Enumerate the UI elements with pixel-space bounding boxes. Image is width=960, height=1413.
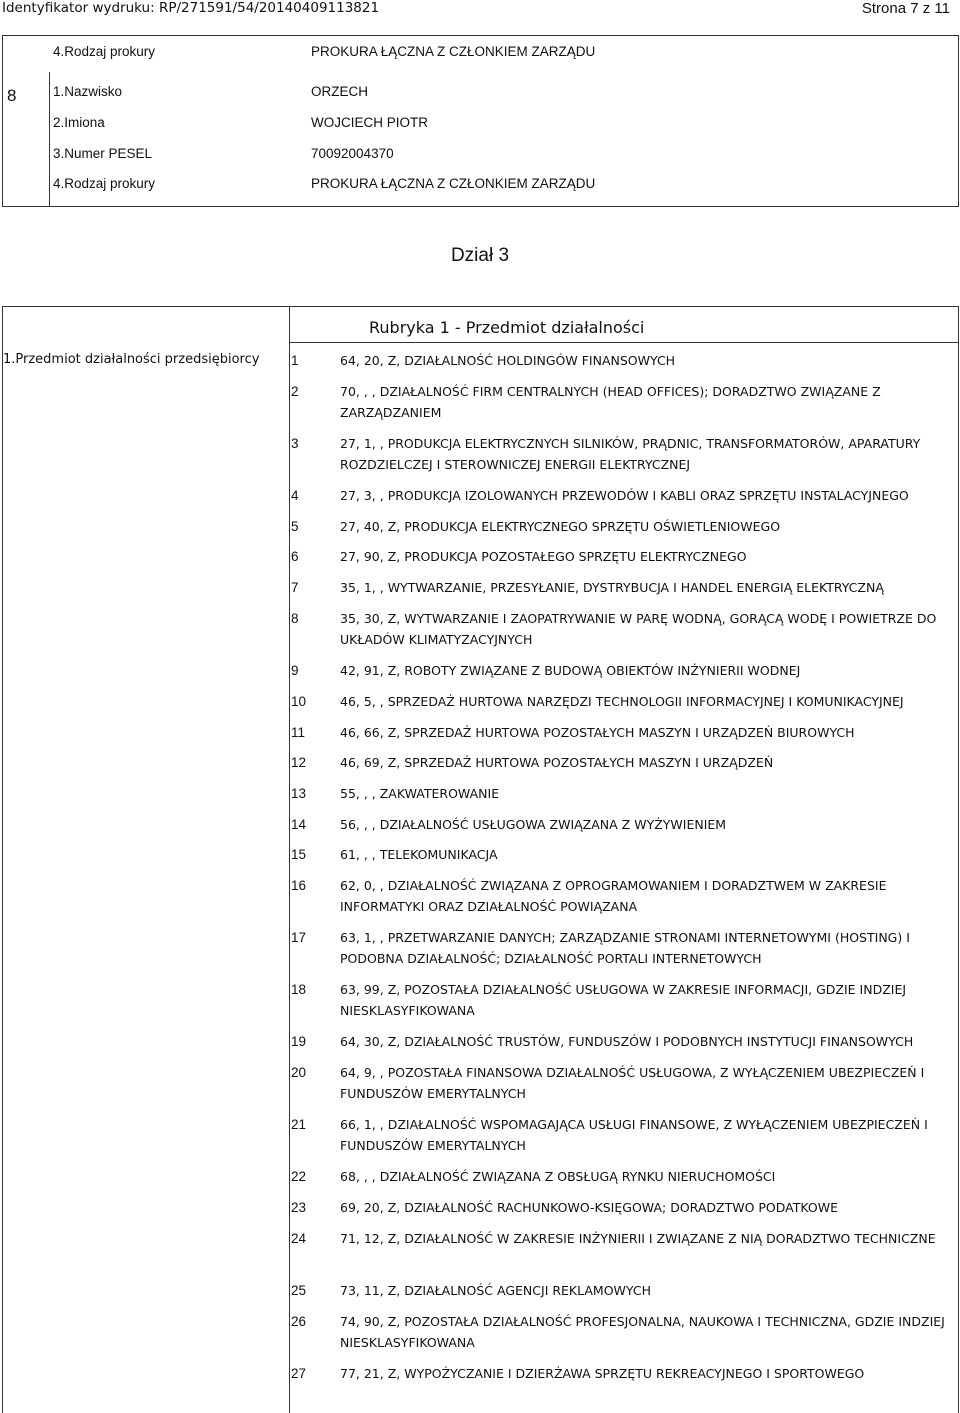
item-number: 13 <box>291 786 307 801</box>
item-number: 14 <box>291 817 307 832</box>
item-text: 35, 1, , WYTWARZANIE, PRZESYŁANIE, DYSTRYBUCJA I HANDEL ENERGIĄ ELEKTRYCZNĄ <box>340 580 884 595</box>
item-text: 63, 1, , PRZETWARZANIE DANYCH; ZARZĄDZANIE STRONAMI INTERNETOWYMI (HOSTING) I PODOBNA DZIAŁALNOŚĆ; DZIAŁALNOŚĆ PORTALI INTERNETOWYCH <box>340 930 910 966</box>
item-number: 26 <box>291 1314 307 1329</box>
item-text: 46, 69, Z, SPRZEDAŻ HURTOWA POZOSTAŁYCH MASZYN I URZĄDZEŃ <box>340 755 774 770</box>
prev-row-label: 4.Rodzaj prokury <box>53 44 156 59</box>
item-text: 61, , , TELEKOMUNIKACJA <box>340 847 498 862</box>
item-number: 3 <box>291 436 299 451</box>
item-number: 7 <box>291 580 299 595</box>
item-number: 24 <box>291 1231 307 1246</box>
rubric-title: Rubryka 1 - Przedmiot działalności <box>369 318 645 337</box>
item-text: 71, 12, Z, DZIAŁALNOŚĆ W ZAKRESIE INŻYNIERII I ZWIĄZANE Z NIĄ DORADZTWO TECHNICZNE <box>340 1231 936 1246</box>
item-text: 27, 1, , PRODUKCJA ELEKTRYCZNYCH SILNIKÓW, PRĄDNIC, TRANSFORMATORÓW, APARATURY ROZDZIELCZEJ I STEROWNICZEJ ENERGII ELEKTRYCZNEJ <box>340 436 921 472</box>
item-text: 64, 9, , POZOSTAŁA FINANSOWA DZIAŁALNOŚĆ USŁUGOWA, Z WYŁĄCZENIEM UBEZPIECZEŃ I FUNDUSZÓW EMERYTALNYCH <box>340 1065 925 1101</box>
item-text: 27, 90, Z, PRODUKCJA POZOSTAŁEGO SPRZĘTU ELEKTRYCZNEGO <box>340 549 747 564</box>
proxy-type-label: 4.Rodzaj prokury <box>53 176 156 191</box>
item-text: 73, 11, Z, DZIAŁALNOŚĆ AGENCJI REKLAMOWYCH <box>340 1283 651 1298</box>
item-number: 10 <box>291 694 307 709</box>
item-number: 15 <box>291 847 307 862</box>
print-identifier: Identyfikator wydruku: RP/271591/54/20140409113821 <box>2 0 380 16</box>
item-text: 27, 3, , PRODUKCJA IZOLOWANYCH PRZEWODÓW I KABLI ORAZ SPRZĘTU INSTALACYJNEGO <box>340 488 909 503</box>
item-text: 64, 30, Z, DZIAŁALNOŚĆ TRUSTÓW, FUNDUSZÓW I PODOBNYCH INSTYTUCJI FINANSOWYCH <box>340 1034 914 1049</box>
item-number: 5 <box>291 519 299 534</box>
item-text: 55, , , ZAKWATEROWANIE <box>340 786 500 801</box>
pesel-value: 70092004370 <box>311 146 394 161</box>
item-number: 17 <box>291 930 307 945</box>
page-number: Strona 7 z 11 <box>861 0 950 17</box>
item-number: 16 <box>291 878 307 893</box>
item-text: 62, 0, , DZIAŁALNOŚĆ ZWIĄZANA Z OPROGRAMOWANIEM I DORADZTWEM W ZAKRESIE INFORMATYKI ORAZ DZIAŁALNOŚĆ POWIĄZANA <box>340 878 887 914</box>
item-number: 22 <box>291 1169 307 1184</box>
item-number: 11 <box>291 725 306 740</box>
item-text: 68, , , DZIAŁALNOŚĆ ZWIĄZANA Z OBSŁUGĄ RYNKU NIERUCHOMOŚCI <box>340 1169 776 1184</box>
item-text: 46, 5, , SPRZEDAŻ HURTOWA NARZĘDZI TECHNOLOGII INFORMACYJNEJ I KOMUNIKACYJNEJ <box>340 694 904 709</box>
item-text: 56, , , DZIAŁALNOŚĆ USŁUGOWA ZWIĄZANA Z WYŻYWIENIEM <box>340 817 727 832</box>
item-number: 12 <box>291 755 307 770</box>
prev-row-value: PROKURA ŁĄCZNA Z CZŁONKIEM ZARZĄDU <box>311 44 596 59</box>
item-text: 35, 30, Z, WYTWARZANIE I ZAOPATRYWANIE W PARĘ WODNĄ, GORĄCĄ WODĘ I POWIETRZE DO UKŁADÓW KLIMATYZACYJNYCH <box>340 611 937 647</box>
item-number: 2 <box>291 384 299 399</box>
section-title: Dział 3 <box>450 245 510 266</box>
item-number: 20 <box>291 1065 307 1080</box>
item-number: 21 <box>291 1117 307 1132</box>
item-text: 27, 40, Z, PRODUKCJA ELEKTRYCZNEGO SPRZĘTU OŚWIETLENIOWEGO <box>340 519 781 534</box>
proxy-table-divider <box>49 72 50 207</box>
pesel-label: 3.Numer PESEL <box>53 146 153 161</box>
item-number: 19 <box>291 1034 307 1049</box>
item-number: 25 <box>291 1283 307 1298</box>
item-number: 8 <box>291 611 299 626</box>
item-number: 6 <box>291 549 299 564</box>
item-number: 9 <box>291 663 299 678</box>
item-number: 27 <box>291 1366 307 1381</box>
item-number: 23 <box>291 1200 307 1215</box>
item-text: 42, 91, Z, ROBOTY ZWIĄZANE Z BUDOWĄ OBIEKTÓW INŻYNIERII WODNEJ <box>340 663 801 678</box>
entry-number: 8 <box>7 86 17 105</box>
item-number: 4 <box>291 488 299 503</box>
item-text: 66, 1, , DZIAŁALNOŚĆ WSPOMAGAJĄCA USŁUGI FINANSOWE, Z WYŁĄCZENIEM UBEZPIECZEŃ I FUNDUSZÓW EMERYTALNYCH <box>340 1117 928 1153</box>
first-names-value: WOJCIECH PIOTR <box>311 115 428 130</box>
field-label: 1.Przedmiot działalności przedsiębiorcy <box>3 352 260 367</box>
item-text: 70, , , DZIAŁALNOŚĆ FIRM CENTRALNYCH (HEAD OFFICES); DORADZTWO ZWIĄZANE Z ZARZĄDZANIEM <box>340 384 881 420</box>
item-number: 1 <box>291 353 299 368</box>
item-number: 18 <box>291 982 307 997</box>
item-text: 46, 66, Z, SPRZEDAŻ HURTOWA POZOSTAŁYCH MASZYN I URZĄDZEŃ BIUROWYCH <box>340 725 855 740</box>
item-text: 77, 21, Z, WYPOŻYCZANIE I DZIERŻAWA SPRZĘTU REKREACYJNEGO I SPORTOWEGO <box>340 1366 865 1381</box>
item-text: 63, 99, Z, POZOSTAŁA DZIAŁALNOŚĆ USŁUGOWA W ZAKRESIE INFORMACJI, GDZIE INDZIEJ NIESKLASYFIKOWANA <box>340 982 907 1018</box>
item-text: 69, 20, Z, DZIAŁALNOŚĆ RACHUNKOWO-KSIĘGOWA; DORADZTWO PODATKOWE <box>340 1200 839 1215</box>
first-names-label: 2.Imiona <box>53 115 105 130</box>
proxy-type-value: PROKURA ŁĄCZNA Z CZŁONKIEM ZARZĄDU <box>311 176 596 191</box>
rubric-label-divider <box>289 342 290 1413</box>
print-header <box>0 0 960 20</box>
surname-value: ORZECH <box>311 84 368 99</box>
surname-label: 1.Nazwisko <box>53 84 123 99</box>
item-text: 74, 90, Z, POZOSTAŁA DZIAŁALNOŚĆ PROFESJONALNA, NAUKOWA I TECHNICZNA, GDZIE INDZIEJ NIESKLASYFIKOWANA <box>340 1314 945 1350</box>
item-text: 64, 20, Z, DZIAŁALNOŚĆ HOLDINGÓW FINANSOWYCH <box>340 353 676 368</box>
